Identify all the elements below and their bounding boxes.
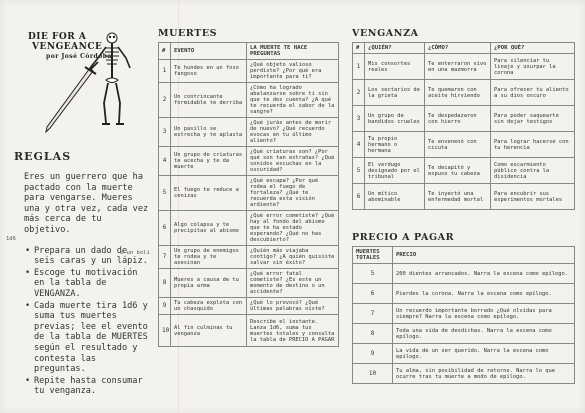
table-row [159,246,339,269]
total-deaths-cell: 5 [353,264,393,284]
col-header-number: # [353,43,365,54]
event-cell: Algo colapsa y te precipitas al abismo [171,211,247,246]
table-row [353,364,575,384]
skeleton-warrior-illustration [40,28,140,138]
who-cell: Los sectarios de la grieta [365,80,425,106]
table-row [353,106,575,132]
question-cell: ¿Cómo ha logrado abalanzarse sobre ti sin que te des cuenta? ¿A qué te recuerda el sabor de la sangre? [247,83,339,118]
col-header-total-deaths: MUERTES TOTALES [353,247,393,264]
total-deaths-cell: 6 [353,284,393,304]
event-cell: Tu cabeza explota con un chasquido [171,298,247,315]
who-cell: Mis consortes reales [365,54,425,80]
how-cell: Te enterraron vivo en una mazmorra [425,54,491,80]
row-number: 1 [159,60,171,83]
table-row [159,176,339,211]
question-cell: Describe el instante. Lanza 1d6, suma tus muertes totales y consulta la tabla de PRECIO A PAGAR [247,315,339,347]
rule-item: • Escoge tu motivación en la tabla de VENGANZA. [34,268,152,300]
event-cell: Un pasillo se estrecha y te aplasta [171,118,247,147]
rule-item: • Prepara un dado de seis caras y un lápiz. [34,246,152,267]
how-cell: Te envenenó con cicuta [425,132,491,158]
rules-heading: REGLAS [14,150,72,163]
table-row [353,304,575,324]
question-cell: ¿Qué error fatal cometiste? ¿Es este un momento de destino o un accidente? [247,269,339,298]
table-row [159,60,339,83]
die-annotation: 1d6 [6,236,16,242]
table-row [159,147,339,176]
table-row [353,284,575,304]
how-cell: Te decapitó y expuso tu cabeza [425,158,491,184]
rule-item: • Repite hasta consumar tu venganza. [34,376,152,397]
table-row [159,83,339,118]
title-line-2: VENGEANCE [32,42,103,52]
row-number: 2 [159,83,171,118]
event-cell: Al fin culminas tu venganza [171,315,247,347]
who-cell: Un grupo de bandidos crueles [365,106,425,132]
table-row [353,184,575,210]
total-deaths-cell: 10 [353,364,393,384]
question-cell: ¿Qué lo provocó? ¿Qué últimas palabras oíste? [247,298,339,315]
event-cell: Un grupo de criaturas te acecha y te da muerte [171,147,247,176]
row-number: 4 [159,147,171,176]
why-cell: Para lograr hacerse con tu herencia [491,132,575,158]
how-cell: Te inyectó una enfermedad mortal [425,184,491,210]
venganza-heading: VENGANZA [352,28,419,39]
table-row [353,54,575,80]
row-number: 5 [159,176,171,211]
event-cell: Un contrincante formidable te derriba [171,83,247,118]
author-credit: por José Córdoba [46,53,112,60]
table-row [353,324,575,344]
row-number: 3 [159,118,171,147]
price-cell: 200 dientes arrancados. Narra la escena como epílogo. [393,264,575,284]
table-row [353,132,575,158]
price-cell: Un recuerdo importante borrado ¿Qué olvidas para siempre? Narra la escena como epílogo. [393,304,575,324]
why-cell: Para ofrecer tu aliento a su dios oscuro [491,80,575,106]
rule-item: • Cada muerte tira 1d6 y suma tus muertes previas; lee el evento de la tabla de MUERTES según el resultado y contesta las preguntas. [34,301,152,375]
row-number: 7 [159,246,171,269]
table-row [353,344,575,364]
event-cell: Un grupo de enemigos te rodea y te asesinan [171,246,247,269]
why-cell: Como escarmiento público contra la disidencia [491,158,575,184]
col-header-question: LA MUERTE TE HACE PREGUNTAS [247,43,339,60]
price-cell: Pierdes la corona. Narra la escena como epílogo. [393,284,575,304]
table-header-row [159,43,339,60]
table-row [159,211,339,246]
rules-body [24,172,152,398]
col-header-who: ¿QUIÉN? [365,43,425,54]
event-cell: El fuego te reduce a cenizas [171,176,247,211]
table-header-row [353,43,575,54]
question-cell: ¿Quién más viajaba contigo? ¿A quién quisiste salvar sin éxito? [247,246,339,269]
row-number: 9 [159,298,171,315]
row-number: 3 [353,106,365,132]
why-cell: Para encubrir sus experimentos mortales [491,184,575,210]
muertes-table [158,42,339,347]
question-cell: ¿Qué criaturas son? ¿Por qué son tan extrañas? ¿Qué sonidos escuchas en la oscuridad? [247,147,339,176]
col-header-number: # [159,43,171,60]
how-cell: Te despedazaron con hierro [425,106,491,132]
col-header-why: ¿POR QUÉ? [491,43,575,54]
total-deaths-cell: 7 [353,304,393,324]
price-cell: La vida de un ser querido. Narra la escena como epílogo. [393,344,575,364]
question-cell: ¿Qué objeto valioso perdiste? ¿Por qué era importante para ti? [247,60,339,83]
how-cell: Te quemaron con aceite hirviendo [425,80,491,106]
table-row [159,315,339,347]
venganza-table [352,42,575,210]
why-cell: Para silenciar tu linaje y usurpar la corona [491,54,575,80]
who-cell: El verdugo designado por el tribunal [365,158,425,184]
col-header-how: ¿CÓMO? [425,43,491,54]
who-cell: Un mítico abominable [365,184,425,210]
col-header-price: PRECIO [393,247,575,264]
table-row [159,269,339,298]
event-cell: Te hundes en un foso fangoso [171,60,247,83]
why-cell: Para poder saquearte sin dejar testigos [491,106,575,132]
rules-intro: Eres un guerrero que ha pactado con la muerte para vengarse. Mueres una y otra vez, cada vez más cerca de tu objetivo. [24,172,149,235]
price-cell: Toda una vida de desdichas. Narra la escena como epílogo. [393,324,575,344]
row-number: 4 [353,132,365,158]
table-header-row [353,247,575,264]
row-number: 8 [159,269,171,298]
row-number: 6 [159,211,171,246]
price-cell: Tu alma, sin posibilidad de retorno. Narra lo que ocurre tras tu muerte a modo de epílogo. [393,364,575,384]
row-number: 10 [159,315,171,347]
who-cell: Tu propio hermano o hermana [365,132,425,158]
muertes-heading: MUERTES [158,28,218,39]
table-row [159,298,339,315]
total-deaths-cell: 8 [353,324,393,344]
row-number: 6 [353,184,365,210]
total-deaths-cell: 9 [353,344,393,364]
table-row [353,158,575,184]
question-cell: ¿Qué error cometiste? ¿Qué hay al fondo del abismo que te ha estado esperando? ¿Qué no has descubierto? [247,211,339,246]
table-row [159,118,339,147]
question-cell: ¿Qué jurás antes de morir de nuevo? ¿Qué recuerdo evocas en tu último aliento? [247,118,339,147]
pencil-annotation: o un boli [120,250,150,256]
row-number: 5 [353,158,365,184]
precio-table [352,246,575,384]
rules-list [24,246,152,397]
row-number: 2 [353,80,365,106]
title-line-1: DIE FOR A [28,32,87,42]
table-row [353,264,575,284]
precio-heading: PRECIO A PAGAR [352,232,455,243]
col-header-event: EVENTO [171,43,247,60]
row-number: 1 [353,54,365,80]
question-cell: ¿Qué escapa? ¿Por qué rodea el fuego de fortaleza? ¿Qué te recuerda esta visión ardiente? [247,176,339,211]
event-cell: Mueres a causa de tu propia arma [171,269,247,298]
table-row [353,80,575,106]
